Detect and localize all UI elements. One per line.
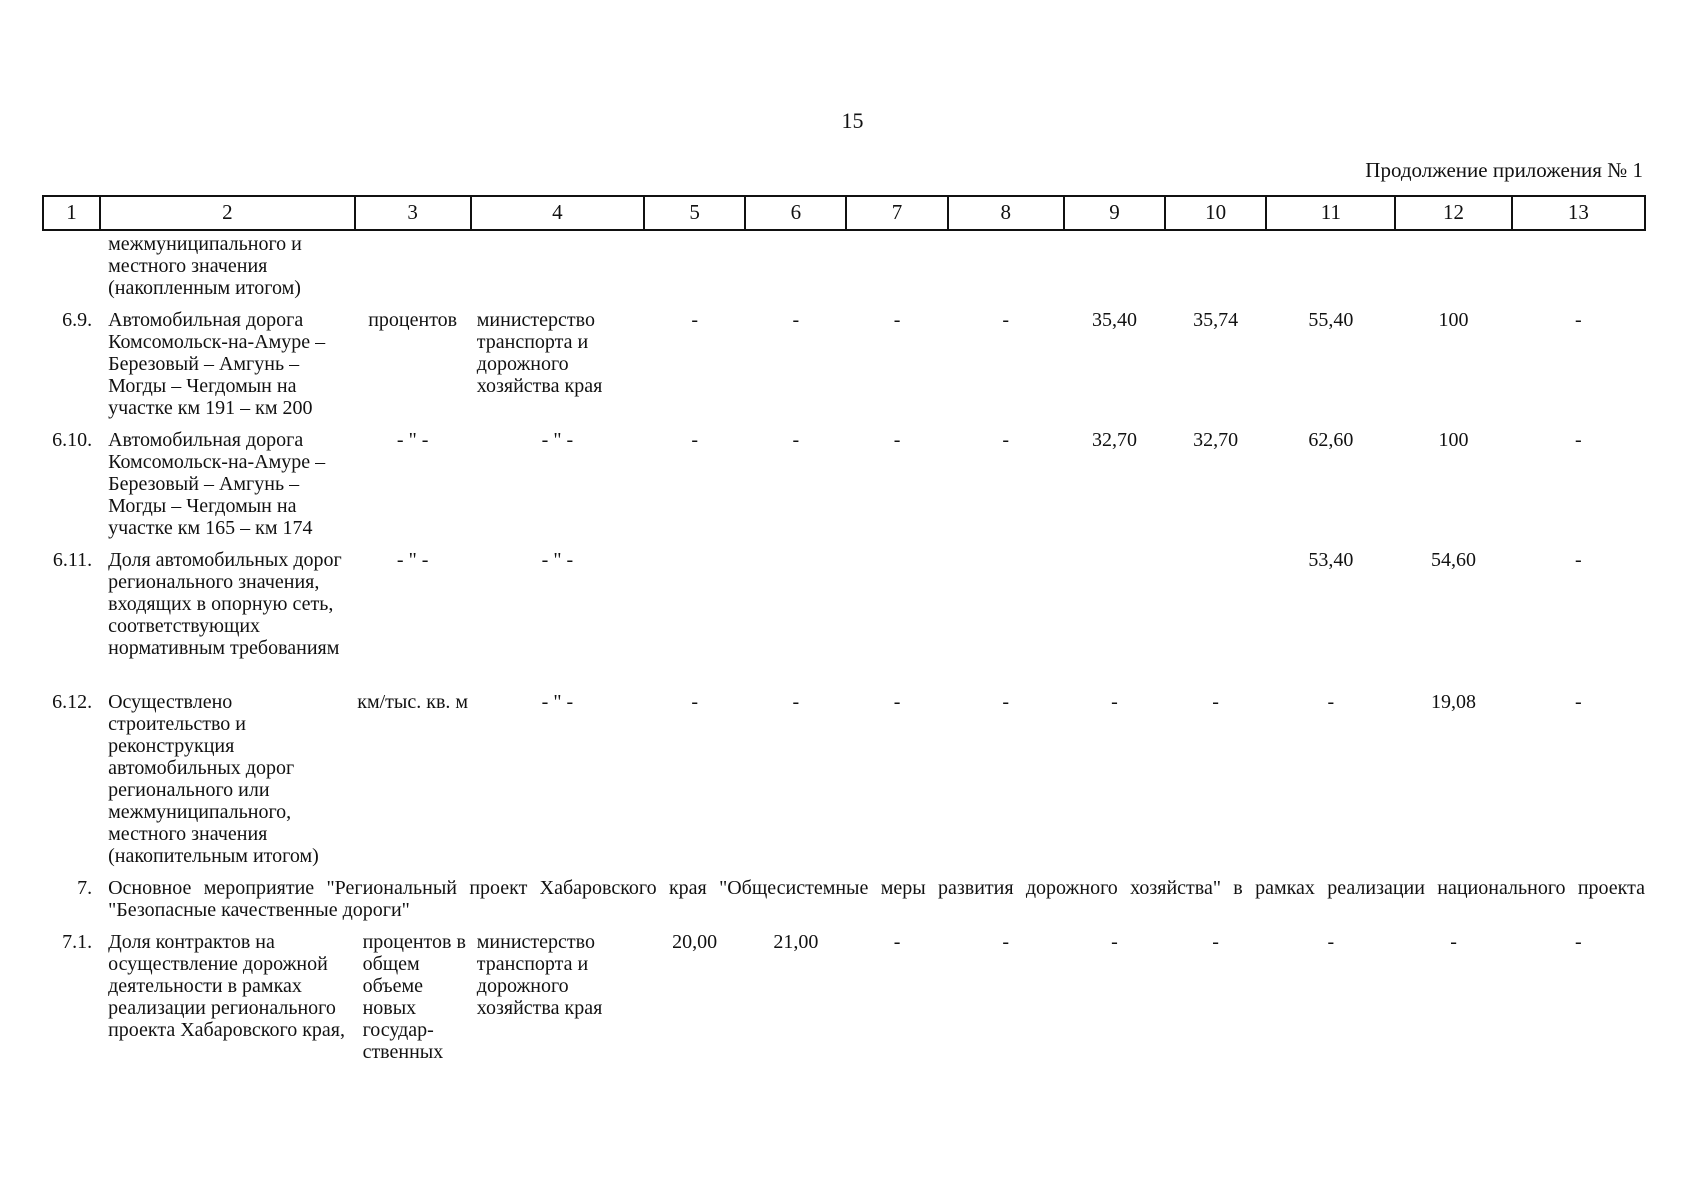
value-col-8: - <box>1002 309 1010 331</box>
value-col-11 <box>1266 230 1395 299</box>
row-description: Доля автомобильных дорог регионального значения, входящих в опорную сеть, соответствующих нормативным требованиям <box>108 549 342 659</box>
row-number: 6.9. <box>62 309 93 331</box>
value-col-10: 32,70 <box>1193 429 1239 451</box>
value-col-6 <box>745 539 846 659</box>
value-col-12: 19,08 <box>1431 691 1477 713</box>
header-cell: 9 <box>1064 196 1165 230</box>
appendix-continuation-label: Продолжение приложения № 1 <box>1365 158 1643 182</box>
row-number: 6.12. <box>52 691 93 713</box>
value-col-13: - <box>1574 931 1582 953</box>
value-col-13: - <box>1574 429 1582 451</box>
table-row <box>43 230 1645 299</box>
table-row <box>43 299 1645 419</box>
row-unit: км/тыс. кв. м <box>357 691 469 713</box>
value-col-12 <box>1395 230 1511 299</box>
value-col-7 <box>846 539 947 659</box>
header-cell: 2 <box>100 196 354 230</box>
value-col-8: - <box>1002 429 1010 451</box>
row-agency: - " - <box>541 549 574 571</box>
value-col-13 <box>1512 230 1645 299</box>
row-number: 6.11. <box>52 549 93 571</box>
value-col-5 <box>644 230 745 299</box>
header-cell: 3 <box>355 196 471 230</box>
header-cell: 10 <box>1165 196 1266 230</box>
row-unit: процентов в общем объеме новых государ-ственных <box>362 931 466 1063</box>
row-number: 7.1. <box>62 931 93 953</box>
header-cell: 5 <box>644 196 745 230</box>
header-cell: 8 <box>948 196 1064 230</box>
header-row <box>43 196 1645 230</box>
value-col-11: 53,40 <box>1308 549 1354 571</box>
value-col-11: 62,60 <box>1308 429 1354 451</box>
header-cell: 12 <box>1395 196 1511 230</box>
row-agency: министерство транспорта и дорожного хозяйства края <box>476 309 603 397</box>
value-col-13: - <box>1574 691 1582 713</box>
value-col-8: - <box>1002 931 1010 953</box>
value-col-11: 55,40 <box>1308 309 1354 331</box>
value-col-10: 35,74 <box>1193 309 1239 331</box>
value-col-6 <box>745 230 846 299</box>
value-col-5: - <box>691 309 698 331</box>
section-title: Основное мероприятие "Региональный проект Хабаровского края "Общесистемные меры развития дорожного хозяйства" в рамках реализации национального проекта "Безопасные качественные дороги" <box>108 877 1645 921</box>
row-unit: - " - <box>396 549 429 571</box>
row-description: Автомобильная дорога Комсомольск-на-Амуре – Березовый – Амгунь – Могды – Чегдомын на участке км 165 – км 174 <box>108 429 326 539</box>
header-cell: 6 <box>745 196 846 230</box>
value-col-5: - <box>691 429 698 451</box>
value-col-9 <box>1064 539 1165 659</box>
table-row <box>43 419 1645 539</box>
row-description: Осуществлено строительство и реконструкция автомобильных дорог регионального или межмуниципального, местного значения (накопительным итогом) <box>108 691 319 867</box>
header-cell: 11 <box>1266 196 1395 230</box>
section-number: 7. <box>77 877 93 899</box>
row-number <box>43 230 100 299</box>
value-col-12: - <box>1450 931 1457 953</box>
value-col-9: - <box>1111 931 1118 953</box>
value-col-12: 100 <box>1438 309 1469 331</box>
value-col-7: - <box>893 931 901 953</box>
value-col-5: - <box>691 691 698 713</box>
value-col-7: - <box>893 691 901 713</box>
value-col-9: 32,70 <box>1091 429 1137 451</box>
row-unit <box>355 230 471 299</box>
value-col-13: - <box>1574 309 1582 331</box>
value-col-10: - <box>1212 931 1219 953</box>
row-agency: министерство транспорта и дорожного хозяйства края <box>476 931 603 1019</box>
row-description: Автомобильная дорога Комсомольск-на-Амуре – Березовый – Амгунь – Могды – Чегдомын на участке км 191 – км 200 <box>108 309 326 419</box>
value-col-6: - <box>792 309 800 331</box>
value-col-9: - <box>1111 691 1118 713</box>
table-row <box>43 681 1645 867</box>
value-col-8: - <box>1002 691 1010 713</box>
value-col-10: - <box>1212 691 1219 713</box>
header-cell: 7 <box>846 196 947 230</box>
header-cell: 4 <box>471 196 644 230</box>
row-unit: - " - <box>396 429 429 451</box>
row-unit: процентов <box>368 309 458 331</box>
value-col-7 <box>846 230 947 299</box>
value-col-6: - <box>792 691 800 713</box>
value-col-8 <box>948 539 1064 659</box>
value-col-7: - <box>893 429 901 451</box>
row-spacer <box>43 659 1645 681</box>
value-col-9: 35,40 <box>1091 309 1137 331</box>
value-col-12: 54,60 <box>1431 549 1477 571</box>
row-description: Доля контрактов на осуществление дорожной деятельности в рамках реализации регионального проекта Хабаровского края, <box>108 931 346 1041</box>
row-agency <box>471 230 644 299</box>
value-col-10 <box>1165 230 1266 299</box>
table-row <box>43 921 1645 1063</box>
indicators-table <box>42 195 1646 1063</box>
table-row <box>43 539 1645 659</box>
value-col-11: - <box>1327 931 1335 953</box>
value-col-13: - <box>1574 549 1582 571</box>
value-col-6: 21,00 <box>773 931 819 953</box>
row-description: межмуниципального и местного значения (накопленным итогом) <box>108 233 302 299</box>
row-number: 6.10. <box>52 429 93 451</box>
value-col-12: 100 <box>1438 429 1469 451</box>
row-agency: - " - <box>541 691 574 713</box>
value-col-5 <box>644 539 745 659</box>
value-col-9 <box>1064 230 1165 299</box>
value-col-11: - <box>1327 691 1335 713</box>
value-col-8 <box>948 230 1064 299</box>
table-header <box>43 196 1645 230</box>
row-agency: - " - <box>541 429 574 451</box>
header-cell: 1 <box>43 196 100 230</box>
value-col-5: 20,00 <box>672 931 718 953</box>
value-col-7: - <box>893 309 901 331</box>
table-body <box>43 230 1645 1063</box>
value-col-6: - <box>792 429 800 451</box>
header-cell: 13 <box>1512 196 1645 230</box>
section-row <box>43 867 1645 921</box>
page-number: 15 <box>841 108 864 133</box>
value-col-10 <box>1165 539 1266 659</box>
